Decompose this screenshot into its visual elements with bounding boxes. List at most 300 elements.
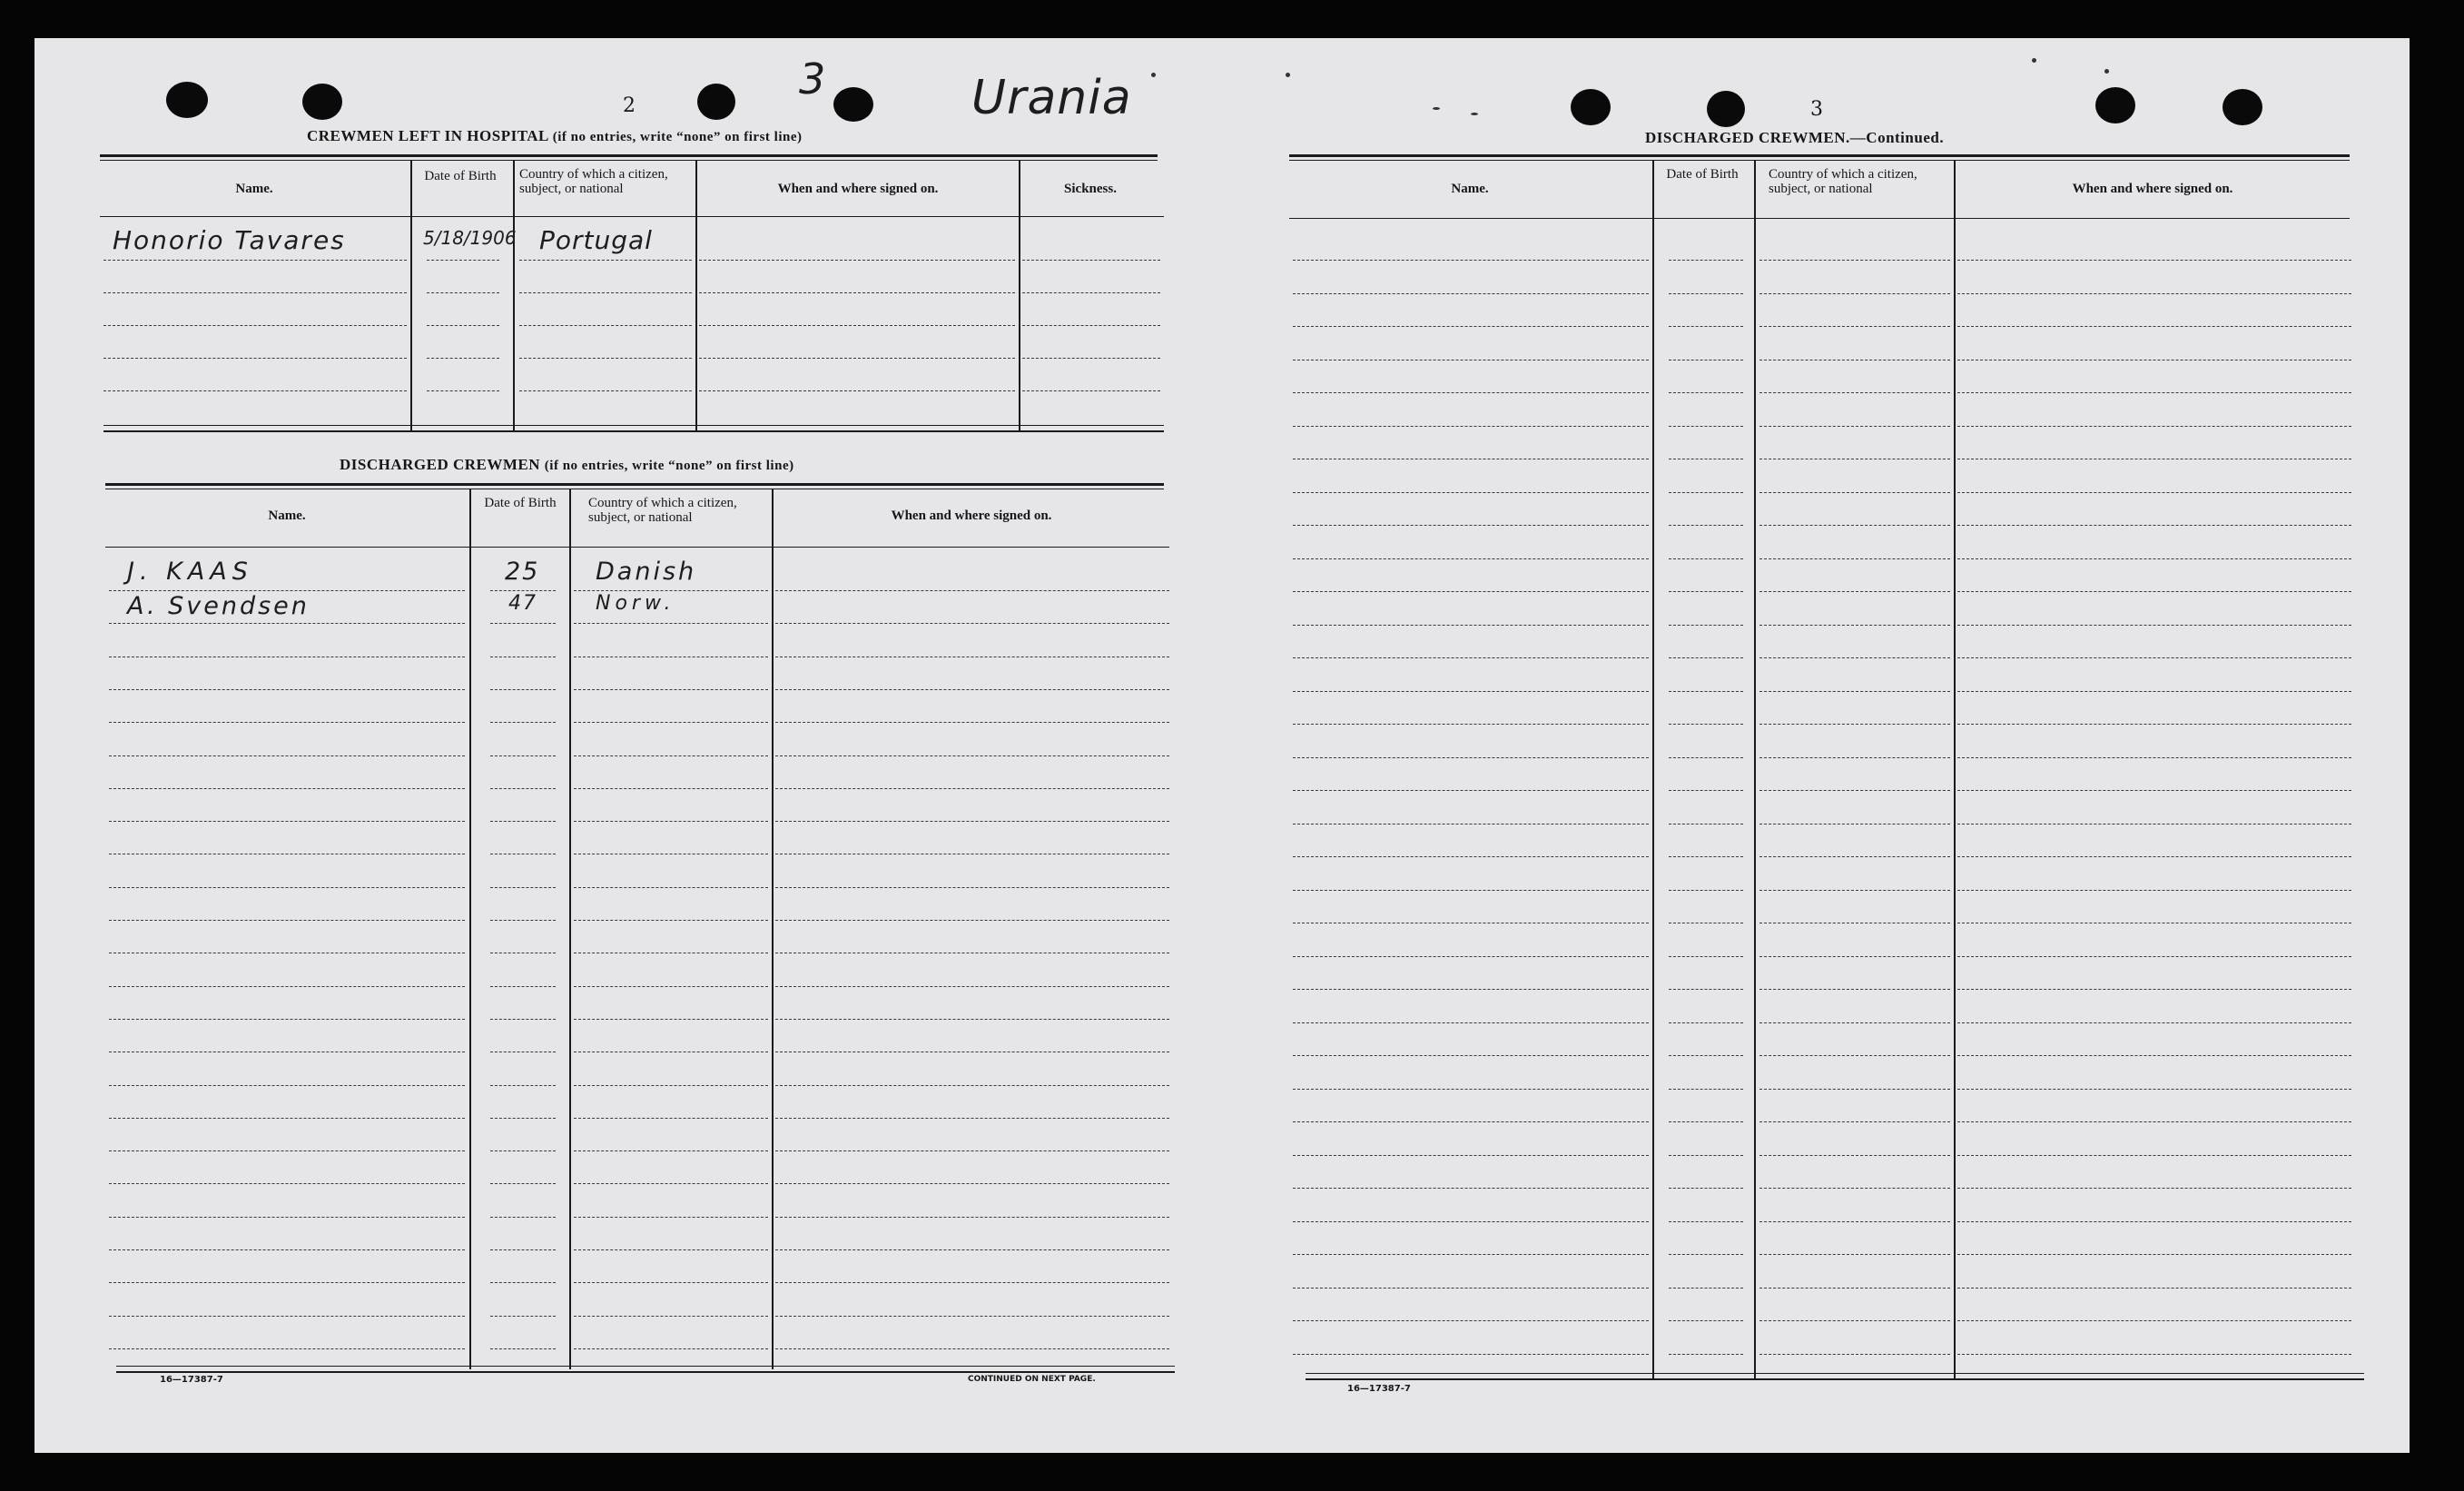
ruled-line bbox=[574, 1249, 768, 1250]
ruled-line bbox=[699, 260, 1015, 261]
ruled-line bbox=[775, 986, 1169, 987]
ruled-line bbox=[1759, 989, 1950, 990]
ruled-line bbox=[1669, 1288, 1743, 1289]
ruled-line bbox=[775, 920, 1169, 921]
punch-hole bbox=[302, 84, 342, 120]
ruled-line bbox=[1293, 1320, 1649, 1321]
ruled-line bbox=[490, 920, 556, 921]
discharged-table-top-rule bbox=[105, 483, 1164, 486]
hospital-row-dob: 5/18/1906 bbox=[423, 227, 517, 249]
ruled-line bbox=[1957, 525, 2351, 526]
ruled-line bbox=[490, 722, 556, 723]
ruled-line bbox=[1293, 856, 1649, 857]
ruled-line bbox=[1669, 790, 1743, 791]
form-number-right: 16—17387-7 bbox=[1347, 1384, 1411, 1394]
ruled-line bbox=[109, 1348, 465, 1349]
ruled-line bbox=[1957, 625, 2351, 626]
ruled-line bbox=[1293, 1022, 1649, 1023]
ruled-line bbox=[1957, 757, 2351, 758]
ruled-line bbox=[1759, 724, 1950, 725]
ruled-line bbox=[109, 1150, 465, 1151]
ruled-line bbox=[1669, 625, 1743, 626]
punch-hole bbox=[1707, 91, 1745, 127]
ruled-line bbox=[490, 1085, 556, 1086]
ink-speck bbox=[1286, 73, 1290, 77]
ruled-line bbox=[1759, 426, 1950, 427]
ruled-line bbox=[699, 390, 1015, 391]
hospital-col-signed: When and where signed on. bbox=[777, 182, 939, 196]
ruled-line bbox=[1759, 1354, 1950, 1355]
ruled-line bbox=[775, 1282, 1169, 1283]
ruled-line bbox=[1669, 1254, 1743, 1255]
ruled-line bbox=[490, 1183, 556, 1184]
ruled-line bbox=[1957, 1221, 2351, 1222]
right-table-bottom-rule-2 bbox=[1306, 1378, 2364, 1380]
ruled-line bbox=[1293, 1121, 1649, 1122]
discharged-section-title bbox=[340, 456, 794, 474]
right-page bbox=[1195, 38, 2410, 1453]
ruled-line bbox=[1293, 1188, 1649, 1189]
discharged-row-dob: 25 bbox=[505, 558, 540, 586]
discharged-header-rule bbox=[105, 547, 1169, 548]
ink-speck bbox=[1471, 113, 1478, 115]
ruled-line bbox=[1759, 558, 1950, 559]
ruled-line bbox=[490, 1249, 556, 1250]
ruled-line bbox=[1957, 326, 2351, 327]
ruled-line bbox=[490, 1217, 556, 1218]
ruled-line bbox=[1669, 1320, 1743, 1321]
ruled-line bbox=[1759, 691, 1950, 692]
ruled-line bbox=[1669, 392, 1743, 393]
ruled-line bbox=[775, 722, 1169, 723]
page-number-left: 2 bbox=[623, 94, 636, 117]
ruled-line bbox=[1669, 1121, 1743, 1122]
ruled-line bbox=[1293, 1155, 1649, 1156]
ruled-line bbox=[519, 390, 692, 391]
discharged-row-country: Danish bbox=[596, 558, 697, 586]
ruled-line bbox=[1957, 293, 2351, 294]
ruled-line bbox=[490, 788, 556, 789]
ruled-line bbox=[775, 1348, 1169, 1349]
ruled-line bbox=[490, 590, 556, 591]
right-col-name: Name. bbox=[1451, 182, 1489, 196]
discharged-row-name: A. Svendsen bbox=[127, 592, 310, 620]
hospital-title-text: CREWMEN LEFT IN HOSPITAL bbox=[307, 127, 548, 144]
ruled-line bbox=[775, 623, 1169, 624]
ruled-line bbox=[1669, 1221, 1743, 1222]
hospital-instruction: (if no entries, write “none” on first line) bbox=[552, 130, 803, 144]
ruled-line bbox=[1293, 890, 1649, 891]
ruled-line bbox=[574, 887, 768, 888]
ruled-line bbox=[1957, 691, 2351, 692]
ruled-line bbox=[1759, 392, 1950, 393]
ruled-line bbox=[1293, 293, 1649, 294]
discharged-col-name: Name. bbox=[268, 509, 306, 523]
ruled-line bbox=[1957, 1155, 2351, 1156]
ruled-line bbox=[1957, 790, 2351, 791]
right-col-signed: When and where signed on. bbox=[2072, 182, 2233, 196]
ruled-line bbox=[1759, 1055, 1950, 1056]
handwritten-ship-name: Urania bbox=[971, 71, 1132, 125]
ruled-line bbox=[574, 1085, 768, 1086]
hospital-section-title bbox=[307, 127, 803, 145]
discharged-col-dob: Date of Birth bbox=[484, 496, 557, 510]
ruled-line bbox=[109, 986, 465, 987]
ruled-line bbox=[1957, 1022, 2351, 1023]
ruled-line bbox=[574, 1316, 768, 1317]
ruled-line bbox=[1957, 492, 2351, 493]
ruled-line bbox=[109, 623, 465, 624]
hospital-table-top-rule bbox=[100, 154, 1158, 157]
discharged-title-text: DISCHARGED CREWMEN bbox=[340, 456, 541, 473]
ruled-line bbox=[1669, 989, 1743, 990]
ruled-line bbox=[1759, 1022, 1950, 1023]
ruled-line bbox=[1669, 657, 1743, 658]
ruled-line bbox=[1293, 956, 1649, 957]
discharged-table-bottom-rule-2 bbox=[116, 1371, 1175, 1373]
right-col-dob: Date of Birth bbox=[1666, 167, 1739, 182]
ruled-line bbox=[109, 1282, 465, 1283]
ruled-line bbox=[1669, 1354, 1743, 1355]
ruled-line bbox=[1957, 392, 2351, 393]
ruled-line bbox=[1293, 326, 1649, 327]
ruled-line bbox=[427, 390, 499, 391]
ruled-line bbox=[574, 1019, 768, 1020]
ruled-line bbox=[574, 623, 768, 624]
ruled-line bbox=[1022, 358, 1160, 359]
punch-hole bbox=[2223, 89, 2262, 125]
ruled-line bbox=[1022, 292, 1160, 293]
ruled-line bbox=[1759, 1155, 1950, 1156]
ruled-line bbox=[1669, 260, 1743, 261]
ruled-line bbox=[1669, 492, 1743, 493]
ruled-line bbox=[1293, 625, 1649, 626]
punch-hole bbox=[2095, 87, 2135, 123]
ruled-line bbox=[427, 358, 499, 359]
ruled-line bbox=[574, 788, 768, 789]
discharged-row-dob: 47 bbox=[508, 592, 537, 615]
ruled-line bbox=[1669, 525, 1743, 526]
ruled-line bbox=[109, 920, 465, 921]
ruled-line bbox=[574, 590, 768, 591]
ruled-line bbox=[1957, 856, 2351, 857]
discharged-col-country: Country of which a citizen, subject, or national bbox=[588, 496, 737, 525]
ruled-line bbox=[775, 821, 1169, 822]
ruled-line bbox=[109, 821, 465, 822]
ruled-line bbox=[775, 1019, 1169, 1020]
ruled-line bbox=[490, 623, 556, 624]
ruled-line bbox=[1759, 293, 1950, 294]
ruled-line bbox=[1293, 426, 1649, 427]
ruled-line bbox=[109, 755, 465, 756]
ruled-line bbox=[1669, 326, 1743, 327]
ruled-line bbox=[1293, 989, 1649, 990]
ruled-line bbox=[490, 986, 556, 987]
page-number-right: 3 bbox=[1810, 98, 1823, 121]
ruled-line bbox=[1759, 1254, 1950, 1255]
ruled-line bbox=[1759, 856, 1950, 857]
hospital-col-name: Name. bbox=[235, 182, 273, 196]
ruled-line bbox=[1293, 1354, 1649, 1355]
ruled-line bbox=[1957, 1254, 2351, 1255]
ruled-line bbox=[1759, 260, 1950, 261]
ruled-line bbox=[775, 887, 1169, 888]
ruled-line bbox=[490, 755, 556, 756]
ruled-line bbox=[574, 1150, 768, 1151]
ruled-line bbox=[1957, 1288, 2351, 1289]
ruled-line bbox=[699, 292, 1015, 293]
ruled-line bbox=[1669, 1022, 1743, 1023]
hospital-col-country: Country of which a citizen, subject, or national bbox=[519, 167, 668, 196]
punch-hole bbox=[1571, 89, 1611, 125]
ruled-line bbox=[1293, 1055, 1649, 1056]
ruled-line bbox=[775, 590, 1169, 591]
punch-hole bbox=[697, 84, 735, 120]
ruled-line bbox=[490, 1282, 556, 1283]
ruled-line bbox=[574, 689, 768, 690]
ruled-line bbox=[103, 260, 407, 261]
ruled-line bbox=[103, 292, 407, 293]
ruled-line bbox=[1293, 790, 1649, 791]
ruled-line bbox=[775, 1085, 1169, 1086]
ruled-line bbox=[109, 1316, 465, 1317]
ruled-line bbox=[1293, 558, 1649, 559]
ruled-line bbox=[1759, 326, 1950, 327]
ruled-line bbox=[1759, 757, 1950, 758]
ruled-line bbox=[1957, 426, 2351, 427]
ruled-line bbox=[574, 1183, 768, 1184]
ruled-line bbox=[1759, 890, 1950, 891]
ruled-line bbox=[574, 1217, 768, 1218]
ruled-line bbox=[427, 260, 499, 261]
ruled-line bbox=[1022, 260, 1160, 261]
right-table-bottom-rule bbox=[1306, 1373, 2364, 1374]
ruled-line bbox=[427, 325, 499, 326]
ruled-line bbox=[775, 1150, 1169, 1151]
ink-speck bbox=[1151, 73, 1156, 77]
ruled-line bbox=[519, 325, 692, 326]
ruled-line bbox=[1293, 657, 1649, 658]
ruled-line bbox=[1957, 657, 2351, 658]
ruled-line bbox=[1293, 691, 1649, 692]
ruled-line bbox=[490, 1019, 556, 1020]
ruled-line bbox=[519, 260, 692, 261]
ruled-line bbox=[1669, 1055, 1743, 1056]
hospital-col-divider bbox=[1019, 160, 1020, 430]
ruled-line bbox=[1293, 260, 1649, 261]
hospital-table-bottom-rule-2 bbox=[103, 430, 1164, 432]
ruled-line bbox=[427, 292, 499, 293]
ruled-line bbox=[1957, 956, 2351, 957]
hospital-row-country: Portugal bbox=[539, 225, 653, 255]
ruled-line bbox=[775, 788, 1169, 789]
ruled-line bbox=[699, 325, 1015, 326]
ruled-line bbox=[574, 722, 768, 723]
ruled-line bbox=[574, 986, 768, 987]
ruled-line bbox=[1759, 525, 1950, 526]
ruled-line bbox=[1669, 1188, 1743, 1189]
hospital-table-top-rule-2 bbox=[100, 160, 1158, 161]
right-col-country: Country of which a citizen, subject, or national bbox=[1769, 167, 1917, 196]
ruled-line bbox=[574, 755, 768, 756]
ruled-line bbox=[1293, 1254, 1649, 1255]
discharged-row-name: J. KAAS bbox=[127, 558, 253, 586]
ruled-line bbox=[109, 788, 465, 789]
discharged-instruction: (if no entries, write “none” on first line) bbox=[544, 459, 794, 473]
ruled-line bbox=[1759, 1320, 1950, 1321]
ruled-line bbox=[775, 755, 1169, 756]
handwritten-voyage-mark: 3 bbox=[799, 54, 828, 104]
ruled-line bbox=[1022, 325, 1160, 326]
continued-note: CONTINUED ON NEXT PAGE. bbox=[968, 1375, 1096, 1384]
ruled-line bbox=[1293, 392, 1649, 393]
ruled-line bbox=[775, 1316, 1169, 1317]
ruled-line bbox=[490, 1348, 556, 1349]
punch-hole bbox=[833, 87, 873, 122]
ink-speck bbox=[2104, 69, 2109, 74]
ruled-line bbox=[490, 821, 556, 822]
hospital-col-sickness: Sickness. bbox=[1064, 182, 1117, 196]
ruled-line bbox=[775, 1183, 1169, 1184]
ruled-line bbox=[1759, 1089, 1950, 1090]
ruled-line bbox=[1669, 1155, 1743, 1156]
ruled-line bbox=[1293, 1221, 1649, 1222]
ruled-line bbox=[109, 590, 465, 591]
ruled-line bbox=[1759, 790, 1950, 791]
ruled-line bbox=[109, 887, 465, 888]
discharged-col-divider bbox=[569, 489, 571, 1369]
right-table-top-rule bbox=[1289, 154, 2350, 157]
right-section-title: DISCHARGED CREWMEN.—Continued. bbox=[1645, 129, 1945, 146]
ruled-line bbox=[1669, 426, 1743, 427]
hospital-col-dob: Date of Birth bbox=[424, 169, 497, 183]
ruled-line bbox=[1957, 1055, 2351, 1056]
ruled-line bbox=[519, 292, 692, 293]
right-col-divider bbox=[1754, 160, 1756, 1378]
ruled-line bbox=[1957, 1320, 2351, 1321]
punch-hole bbox=[166, 82, 208, 118]
right-col-divider bbox=[1954, 160, 1956, 1378]
ruled-line bbox=[1957, 724, 2351, 725]
ruled-line bbox=[1759, 956, 1950, 957]
ruled-line bbox=[1957, 1188, 2351, 1189]
ruled-line bbox=[1759, 657, 1950, 658]
ruled-line bbox=[574, 1282, 768, 1283]
ruled-line bbox=[1669, 724, 1743, 725]
hospital-col-divider bbox=[410, 160, 412, 430]
ruled-line bbox=[109, 722, 465, 723]
right-col-divider bbox=[1652, 160, 1654, 1378]
ruled-line bbox=[1759, 625, 1950, 626]
ruled-line bbox=[1669, 856, 1743, 857]
ruled-line bbox=[1759, 591, 1950, 592]
ruled-line bbox=[574, 1118, 768, 1119]
ruled-line bbox=[1669, 591, 1743, 592]
ruled-line bbox=[1293, 525, 1649, 526]
ruled-line bbox=[1759, 1121, 1950, 1122]
ruled-line bbox=[1293, 492, 1649, 493]
ruled-line bbox=[1022, 390, 1160, 391]
ruled-line bbox=[1957, 591, 2351, 592]
ruled-line bbox=[103, 358, 407, 359]
ruled-line bbox=[1293, 591, 1649, 592]
ruled-line bbox=[490, 1316, 556, 1317]
ruled-line bbox=[1669, 293, 1743, 294]
ruled-line bbox=[490, 887, 556, 888]
ruled-line bbox=[775, 689, 1169, 690]
discharged-col-divider bbox=[772, 489, 774, 1369]
ruled-line bbox=[1669, 558, 1743, 559]
ruled-line bbox=[574, 920, 768, 921]
ruled-line bbox=[775, 1217, 1169, 1218]
ruled-line bbox=[109, 1217, 465, 1218]
ruled-line bbox=[1669, 757, 1743, 758]
ruled-line bbox=[1957, 1089, 2351, 1090]
ink-speck bbox=[1433, 107, 1440, 110]
ruled-line bbox=[109, 1019, 465, 1020]
ruled-line bbox=[490, 1150, 556, 1151]
ruled-line bbox=[1669, 956, 1743, 957]
ruled-line bbox=[1759, 492, 1950, 493]
hospital-table-bottom-rule bbox=[103, 425, 1164, 426]
ruled-line bbox=[699, 358, 1015, 359]
ruled-line bbox=[1293, 724, 1649, 725]
ruled-line bbox=[1669, 890, 1743, 891]
ruled-line bbox=[109, 1118, 465, 1119]
ruled-line bbox=[1759, 1288, 1950, 1289]
ruled-line bbox=[1957, 260, 2351, 261]
discharged-table-bottom-rule bbox=[116, 1366, 1175, 1367]
ruled-line bbox=[519, 358, 692, 359]
ruled-line bbox=[1293, 1288, 1649, 1289]
ruled-line bbox=[775, 1249, 1169, 1250]
ruled-line bbox=[1957, 1354, 2351, 1355]
ruled-line bbox=[490, 1118, 556, 1119]
discharged-row-country: Norw. bbox=[596, 592, 675, 615]
hospital-col-divider bbox=[695, 160, 697, 430]
hospital-col-divider bbox=[513, 160, 515, 430]
ruled-line bbox=[103, 325, 407, 326]
ruled-line bbox=[775, 1118, 1169, 1119]
ruled-line bbox=[109, 1249, 465, 1250]
ruled-line bbox=[1957, 558, 2351, 559]
ruled-line bbox=[1957, 1121, 2351, 1122]
discharged-col-divider bbox=[469, 489, 471, 1369]
right-table-top-rule-2 bbox=[1289, 160, 2350, 161]
ruled-line bbox=[109, 689, 465, 690]
ruled-line bbox=[574, 821, 768, 822]
ruled-line bbox=[574, 1348, 768, 1349]
ruled-line bbox=[490, 689, 556, 690]
right-header-rule bbox=[1289, 218, 2350, 219]
form-number-left: 16—17387-7 bbox=[160, 1375, 223, 1385]
ruled-line bbox=[1669, 691, 1743, 692]
ruled-line bbox=[109, 1183, 465, 1184]
ink-speck bbox=[2032, 58, 2036, 63]
ruled-line bbox=[1293, 757, 1649, 758]
ruled-line bbox=[1669, 1089, 1743, 1090]
discharged-col-signed: When and where signed on. bbox=[891, 509, 1052, 523]
hospital-row-name: Honorio Tavares bbox=[113, 225, 346, 255]
ruled-line bbox=[1293, 1089, 1649, 1090]
ruled-line bbox=[103, 390, 407, 391]
ruled-line bbox=[1759, 1221, 1950, 1222]
ruled-line bbox=[1759, 1188, 1950, 1189]
hospital-header-rule bbox=[100, 216, 1164, 217]
ruled-line bbox=[109, 1085, 465, 1086]
ruled-line bbox=[1957, 989, 2351, 990]
ruled-line bbox=[1957, 890, 2351, 891]
